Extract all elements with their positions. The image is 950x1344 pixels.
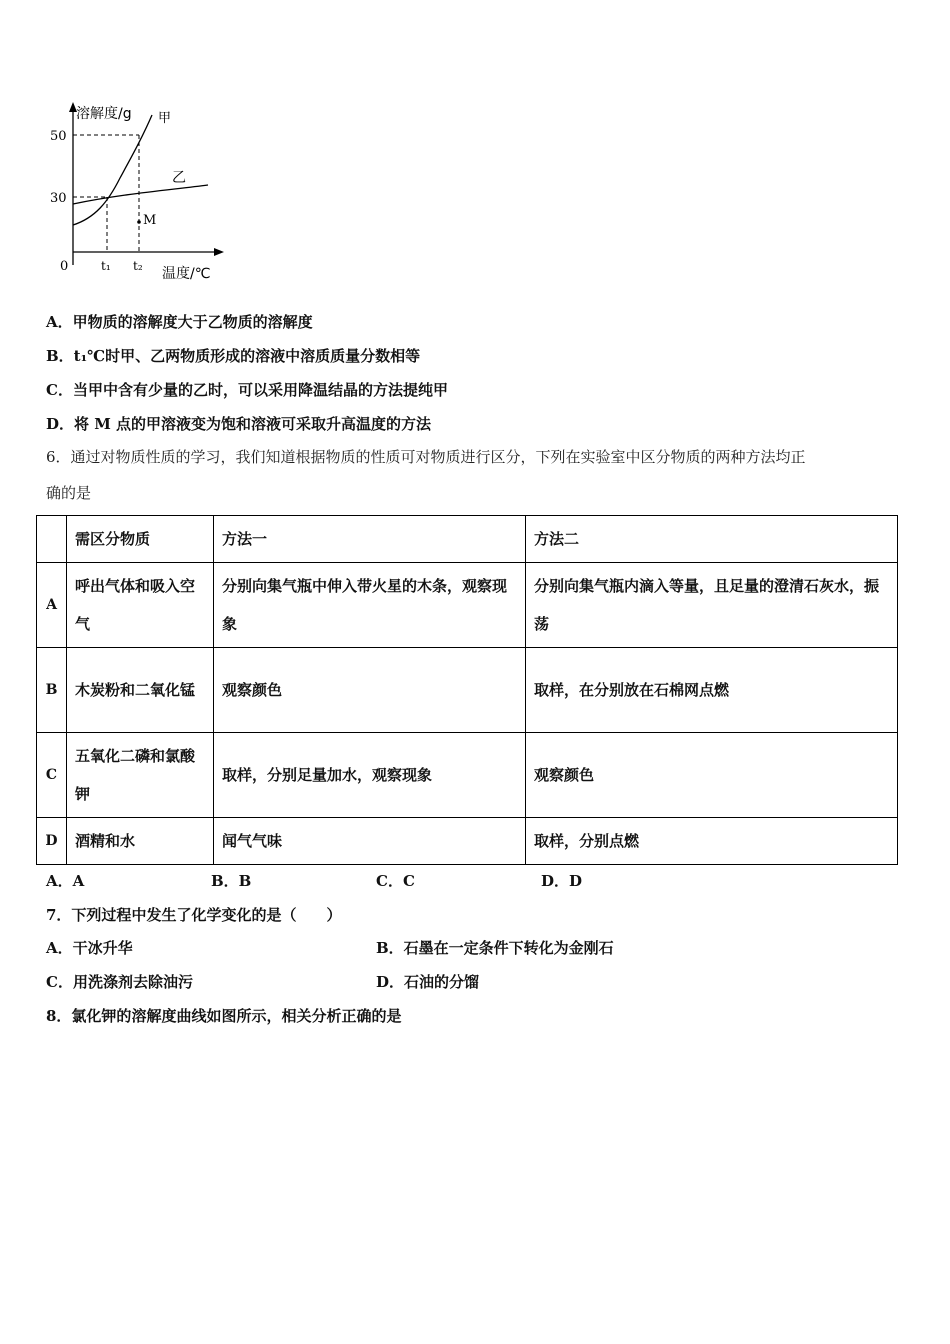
header-cell: 方法一 bbox=[214, 516, 526, 563]
header-cell: 需区分物质 bbox=[67, 516, 214, 563]
y-axis-label: 溶解度/g bbox=[76, 106, 132, 122]
table-row bbox=[37, 818, 898, 865]
q8-stem: 8．氯化钾的溶解度曲线如图所示，相关分析正确的是 bbox=[46, 1007, 402, 1025]
table-row bbox=[37, 648, 898, 733]
q6-choice-d: D．D bbox=[541, 872, 583, 890]
header-cell bbox=[37, 516, 67, 563]
q7-option-a: A．干冰升华 bbox=[46, 939, 133, 957]
q6-stem-line1: 6．通过对物质性质的学习，我们知道根据物质的性质可对物质进行区分，下列在实验室中区分物质的两种方法均正 bbox=[46, 448, 806, 466]
q6-choice-a: A．A bbox=[46, 872, 85, 890]
q6-choice-b: B．B bbox=[211, 872, 252, 890]
row-method1: 观察颜色 bbox=[214, 648, 526, 733]
y-tick-50: 50 bbox=[50, 129, 67, 144]
point-m-label: M bbox=[143, 213, 157, 228]
q6-stem-line2: 确的是 bbox=[46, 484, 92, 502]
row-items: 木炭粉和二氧化锰 bbox=[67, 648, 214, 733]
q6-choice-c: C．C bbox=[376, 872, 415, 890]
table-row bbox=[37, 563, 898, 648]
x-axis-label: 温度/℃ bbox=[162, 266, 211, 282]
row-method2: 分别向集气瓶内滴入等量，且足量的澄清石灰水，振荡 bbox=[526, 563, 898, 648]
row-items: 呼出气体和吸入空气 bbox=[67, 563, 214, 648]
row-method2: 取样，在分别放在石棉网点燃 bbox=[526, 648, 898, 733]
row-method2: 取样，分别点燃 bbox=[526, 818, 898, 865]
q5-option-a: A．甲物质的溶解度大于乙物质的溶解度 bbox=[46, 313, 313, 331]
curve-jia-label: 甲 bbox=[158, 111, 172, 126]
row-method2: 观察颜色 bbox=[526, 733, 898, 818]
row-letter: D bbox=[37, 818, 67, 865]
table-row bbox=[37, 733, 898, 818]
y-tick-30: 30 bbox=[50, 191, 67, 206]
q7-option-b: B．石墨在一定条件下转化为金刚石 bbox=[376, 939, 614, 957]
table-header-row bbox=[37, 516, 898, 563]
x-tick-t1: t₁ bbox=[101, 259, 111, 273]
curve-yi bbox=[73, 185, 208, 204]
q7-stem: 7．下列过程中发生了化学变化的是（ ） bbox=[46, 906, 342, 924]
curve-jia bbox=[73, 115, 152, 225]
origin-label: 0 bbox=[60, 259, 69, 274]
q5-option-c: C．当甲中含有少量的乙时，可以采用降温结晶的方法提纯甲 bbox=[46, 381, 448, 399]
row-method1: 闻气气味 bbox=[214, 818, 526, 865]
solubility-graph bbox=[40, 100, 240, 285]
q7-option-d: D．石油的分馏 bbox=[376, 973, 480, 991]
x-axis-arrow bbox=[214, 248, 224, 256]
row-letter: A bbox=[37, 563, 67, 648]
row-method1: 取样，分别足量加水，观察现象 bbox=[214, 733, 526, 818]
row-method1: 分别向集气瓶中伸入带火星的木条，观察现象 bbox=[214, 563, 526, 648]
row-letter: B bbox=[37, 648, 67, 733]
q7-option-c: C．用洗涤剂去除油污 bbox=[46, 973, 193, 991]
q6-table bbox=[36, 515, 898, 865]
q5-option-d: D．将 M 点的甲溶液变为饱和溶液可采取升高温度的方法 bbox=[46, 415, 432, 433]
curve-yi-label: 乙 bbox=[172, 170, 186, 186]
row-items: 酒精和水 bbox=[67, 818, 214, 865]
row-items: 五氧化二磷和氯酸钾 bbox=[67, 733, 214, 818]
x-tick-t2: t₂ bbox=[133, 259, 143, 273]
header-cell: 方法二 bbox=[526, 516, 898, 563]
q5-option-b: B．t₁℃时甲、乙两物质形成的溶液中溶质质量分数相等 bbox=[46, 347, 421, 365]
row-letter: C bbox=[37, 733, 67, 818]
point-m-dot bbox=[137, 220, 141, 224]
